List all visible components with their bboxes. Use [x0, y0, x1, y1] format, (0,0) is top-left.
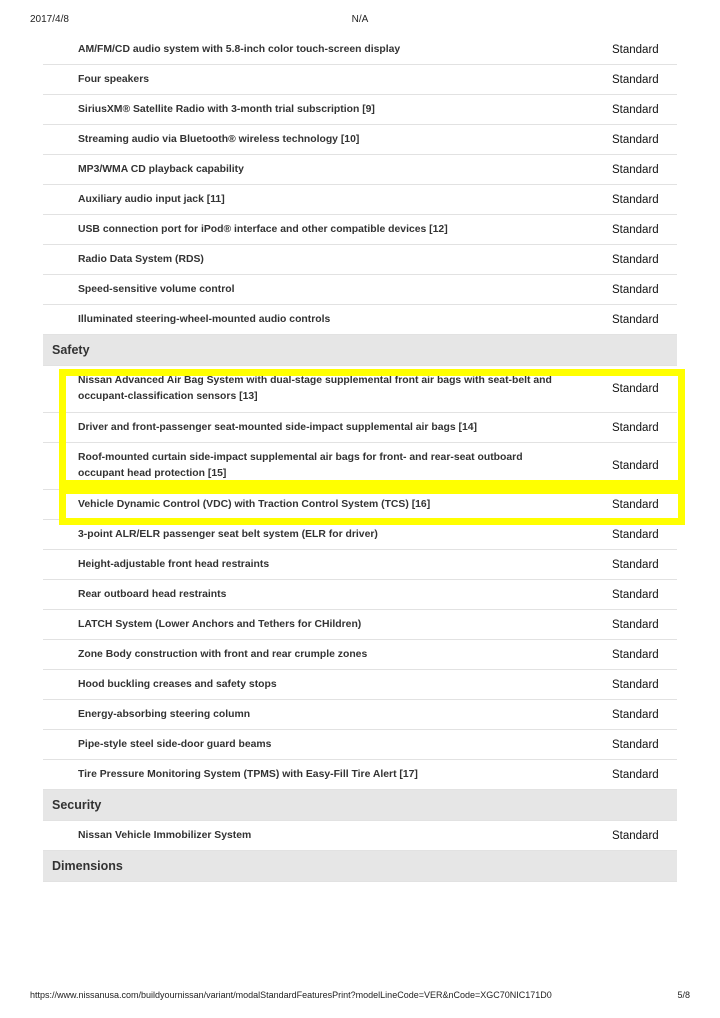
table-row	[43, 670, 677, 700]
print-header	[0, 14, 720, 28]
feature-label: Radio Data System (RDS)	[78, 253, 204, 265]
feature-value: Standard	[612, 738, 659, 751]
page-number: 5/8	[677, 990, 690, 1000]
feature-value: Standard	[612, 708, 659, 721]
feature-value: Standard	[612, 678, 659, 691]
section-header-safety: Safety	[43, 335, 677, 366]
table-row	[43, 245, 677, 275]
feature-label: Streaming audio via Bluetooth® wireless technology [10]	[78, 133, 360, 145]
section-header-security: Security	[43, 790, 677, 821]
feature-value: Standard	[612, 103, 659, 116]
print-footer	[0, 990, 720, 1004]
feature-value: Standard	[612, 558, 659, 571]
audio-rows	[43, 35, 677, 335]
feature-label: Nissan Advanced Air Bag System with dual-stage supplemental front air bags with seat-belt and occupant-classification sensors [13]	[78, 375, 552, 402]
table-row	[43, 185, 677, 215]
feature-label: Hood buckling creases and safety stops	[78, 678, 277, 690]
table-row	[43, 760, 677, 790]
feature-label: Four speakers	[78, 73, 150, 85]
feature-value: Standard	[612, 588, 659, 601]
table-row	[43, 640, 677, 670]
feature-value: Standard	[612, 133, 659, 146]
feature-label: AM/FM/CD audio system with 5.8-inch color touch-screen display	[78, 43, 401, 55]
feature-value: Standard	[612, 829, 659, 842]
feature-label: Rear outboard head restraints	[78, 588, 227, 600]
highlight-box	[59, 487, 685, 525]
feature-label: LATCH System (Lower Anchors and Tethers for CHildren)	[78, 618, 362, 630]
feature-value: Standard	[612, 193, 659, 206]
table-row	[43, 821, 677, 851]
feature-value: Standard	[612, 163, 659, 176]
table-row	[43, 700, 677, 730]
print-title: N/A	[351, 14, 369, 25]
feature-label: Tire Pressure Monitoring System (TPMS) with Easy-Fill Tire Alert [17]	[78, 768, 418, 780]
feature-value: Standard	[612, 253, 659, 266]
feature-label: Speed-sensitive volume control	[78, 283, 235, 295]
feature-value: Standard	[612, 460, 659, 472]
table-row	[43, 215, 677, 245]
table-row	[43, 95, 677, 125]
feature-label: Height-adjustable front head restraints	[78, 558, 270, 570]
table-row	[43, 275, 677, 305]
feature-label: MP3/WMA CD playback capability	[78, 163, 244, 175]
feature-label: Nissan Vehicle Immobilizer System	[78, 829, 252, 841]
feature-label: Zone Body construction with front and rear crumple zones	[78, 648, 368, 660]
feature-value: Standard	[612, 73, 659, 86]
feature-value: Standard	[612, 223, 659, 236]
section-header-dimensions: Dimensions	[43, 851, 677, 882]
feature-label: Pipe-style steel side-door guard beams	[78, 738, 272, 750]
feature-label: USB connection port for iPod® interface and other compatible devices [12]	[78, 223, 448, 235]
feature-value: Standard	[612, 421, 659, 434]
table-row	[43, 65, 677, 95]
table-row	[43, 35, 677, 65]
security-rows	[43, 821, 677, 851]
feature-label: SiriusXM® Satellite Radio with 3-month trial subscription [9]	[78, 103, 375, 115]
feature-label: Illuminated steering-wheel-mounted audio controls	[78, 313, 331, 325]
feature-label: 3-point ALR/ELR passenger seat belt system (ELR for driver)	[78, 528, 378, 540]
feature-value: Standard	[612, 43, 659, 56]
table-row	[43, 730, 677, 760]
table-row	[43, 580, 677, 610]
feature-label: Vehicle Dynamic Control (VDC) with Traction Control System (TCS) [16]	[78, 498, 431, 510]
feature-value: Standard	[612, 313, 659, 326]
feature-value: Standard	[612, 283, 659, 296]
print-date: 2017/4/8	[30, 14, 69, 25]
feature-value: Standard	[612, 383, 659, 395]
feature-label: Roof-mounted curtain side-impact supplemental air bags for front- and rear-seat outboard occupant head protection [15]	[78, 452, 523, 479]
feature-label: Driver and front-passenger seat-mounted side-impact supplemental air bags [14]	[78, 421, 477, 433]
feature-label: Energy-absorbing steering column	[78, 708, 251, 720]
feature-label: Auxiliary audio input jack [11]	[78, 193, 225, 205]
feature-value: Standard	[612, 768, 659, 781]
feature-value: Standard	[612, 528, 659, 541]
feature-value: Standard	[612, 648, 659, 661]
table-row	[43, 155, 677, 185]
table-row	[43, 305, 677, 335]
page-url: https://www.nissanusa.com/buildyournissan/variant/modalStandardFeaturesPrint?modelLineCode=VER&nCode=XGC70NIC171D0	[30, 990, 552, 1000]
table-row	[43, 125, 677, 155]
highlight-box	[59, 369, 685, 487]
table-row	[43, 610, 677, 640]
feature-value: Standard	[612, 498, 659, 511]
table-row	[43, 550, 677, 580]
feature-value: Standard	[612, 618, 659, 631]
